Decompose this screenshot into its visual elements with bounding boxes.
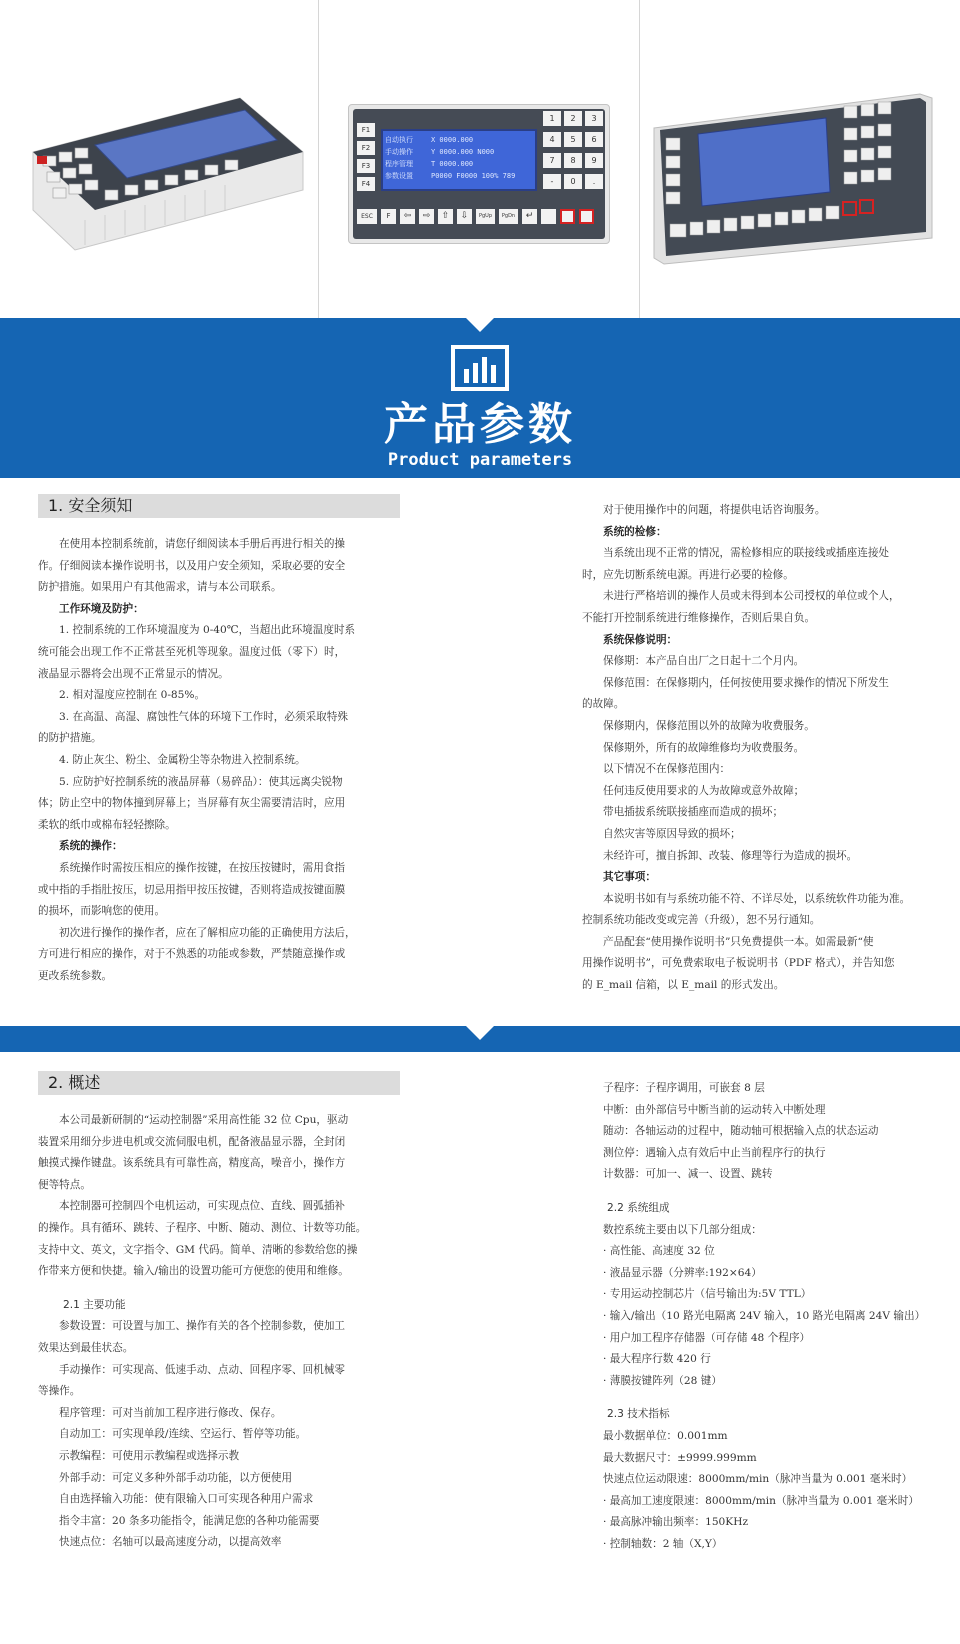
paragraph-line: 便等特点。 xyxy=(38,1178,91,1191)
key-pgdn[interactable]: PgDn xyxy=(499,209,518,224)
paragraph-line: 1. 控制系统的工作环境温度为 0-40℃，当超出此环境温度时系 xyxy=(59,624,356,637)
cancel-icon[interactable] xyxy=(541,209,556,224)
paragraph-line: 未经许可，擅自拆卸、改装、修理等行为造成的损坏。 xyxy=(603,849,858,862)
paragraph-line: 自动加工：可实现单段/连续、空运行、暂停等功能。 xyxy=(59,1428,307,1441)
paragraph-line: 3. 在高温、高湿、腐蚀性气体的环境下工作时，必须采取特殊 xyxy=(59,710,348,723)
key-f2[interactable]: F2 xyxy=(357,141,375,155)
paragraph-line: 触摸式操作键盘。该系统具有可靠性高，精度高，噪音小，操作方 xyxy=(38,1157,346,1170)
controller-photo-right xyxy=(650,88,940,268)
key-f4[interactable]: F4 xyxy=(357,177,375,191)
key-pgup[interactable]: PgUp xyxy=(476,209,495,224)
paragraph-line: 的损坏，而影响您的使用。 xyxy=(38,905,166,918)
key-esc[interactable]: ESC xyxy=(357,209,377,224)
paragraph-line: 本控制器可控制四个电机运动，可实现点位、直线、圆弧插补 xyxy=(59,1200,346,1213)
paragraph-line: 产品配套“使用操作说明书”只免费提供一本。如需最新“使 xyxy=(603,935,874,948)
paragraph-line: 用操作说明书”，可免费索取电子板说明书（PDF 格式），并告知您 xyxy=(582,957,895,970)
lcd-line: Y 0000.000 N000 xyxy=(431,148,495,156)
subheading: 2.3 技术指标 xyxy=(607,1408,670,1421)
key-2[interactable]: 2 xyxy=(564,111,582,126)
subheading: 2.2 系统组成 xyxy=(607,1201,670,1214)
paragraph-line: 保修期内，保修范围以外的故障为收费服务。 xyxy=(603,719,815,732)
paragraph-line: 本说明书如有与系统功能不符、不详尽处，以系统软件功能为准。 xyxy=(603,892,911,905)
paragraph-line: 装置采用细分步进电机或交流伺服电机，配备液晶显示器，全封闭 xyxy=(38,1135,346,1148)
paragraph-line: 最小数据单位：0.001mm xyxy=(603,1429,728,1442)
paragraph-line: 方可进行相应的操作，对于不熟悉的功能或参数，严禁随意操作或 xyxy=(38,948,346,961)
lcd-menu-item: 参数设置 xyxy=(385,172,413,180)
key-8[interactable]: 8 xyxy=(564,153,582,168)
paragraph-line: · 用户加工程序存储器（可存储 48 个程序） xyxy=(603,1331,811,1344)
paragraph-line: 保修范围：在保修期内，任何按使用要求操作的情况下所发生 xyxy=(603,676,890,689)
paragraph-line: 支持中文、英文，文字指令、GM 代码。简单、清晰的参数给您的操 xyxy=(38,1243,358,1256)
section2-left-column xyxy=(38,1110,408,1554)
paragraph-line: · 最大程序行数 420 行 xyxy=(603,1353,711,1366)
paragraph-line: 不能打开控制系统进行维修操作，否则后果自负。 xyxy=(582,611,816,624)
paragraph-line: 计数器：可加一、减一、设置、跳转 xyxy=(603,1168,773,1181)
key-7[interactable]: 7 xyxy=(543,153,561,168)
controller-photo-center xyxy=(348,104,610,244)
paragraph-line: 程序管理：可对当前加工程序进行修改、保存。 xyxy=(59,1406,282,1419)
paragraph-line: 系统操作时需按压相应的操作按键，在按压按键时，需用食指 xyxy=(59,861,346,874)
enter-icon[interactable]: ↵ xyxy=(522,209,537,224)
paragraph-line: 控制系统功能改变或完善（升级），恕不另行通知。 xyxy=(582,914,821,927)
paragraph-line: 初次进行操作的操作者，应在了解相应功能的正确使用方法后， xyxy=(59,926,356,939)
paragraph-line: 的故障。 xyxy=(582,698,625,711)
paragraph-line: 保修期外，所有的故障维修均为收费服务。 xyxy=(603,741,805,754)
paragraph-line: 子程序：子程序调用，可嵌套 8 层 xyxy=(603,1082,765,1094)
paragraph-line: 指令丰富：20 条多功能指令，能满足您的各种功能需要 xyxy=(59,1514,320,1527)
key-6[interactable]: 6 xyxy=(585,132,603,147)
controller-photo-left xyxy=(15,90,305,260)
paragraph-line: 示教编程：可使用示教编程或选择示教 xyxy=(59,1449,240,1462)
paragraph-line: 的防护措施。 xyxy=(38,732,102,745)
lcd-menu-item: 自动执行 xyxy=(385,136,413,144)
pause-icon[interactable] xyxy=(560,209,575,224)
paragraph-line: 保修期：本产品自出厂之日起十二个月内。 xyxy=(603,655,805,668)
digit-keypad xyxy=(543,111,603,189)
paragraph-line: · 薄膜按键阵列（28 键） xyxy=(603,1374,722,1387)
lcd-menu-item: 程序管理 xyxy=(385,160,413,168)
paragraph-line: 的 E_mail 信箱，以 E_mail 的形式发出。 xyxy=(582,979,785,992)
paragraph-line: 等操作。 xyxy=(38,1385,81,1398)
lcd-line: T 0000.000 xyxy=(431,160,474,168)
paragraph-line: 任何违反使用要求的人为故障或意外故障； xyxy=(603,784,805,797)
key-1[interactable]: 1 xyxy=(543,111,561,126)
key-9[interactable]: 9 xyxy=(585,153,603,168)
paragraph-line: 5. 应防护好控制系统的液晶屏幕（易碎品）：使其远离尖锐物 xyxy=(59,775,343,788)
paragraph-line: · 高性能、高速度 32 位 xyxy=(603,1245,715,1258)
banner-title: 产品参数 xyxy=(384,399,576,450)
section1-left-column xyxy=(38,534,408,987)
key-minus[interactable]: - xyxy=(543,174,561,189)
paragraph-line: 带电插拔系统联接插座而造成的损坏； xyxy=(603,806,784,819)
arrow-down-icon[interactable]: ⇩ xyxy=(457,209,472,224)
banner-subtitle: Product parameters xyxy=(387,450,573,470)
paragraph-line xyxy=(582,1186,937,1198)
section-heading: 2. 概述 xyxy=(38,1071,400,1095)
paragraph-line: 未进行严格培训的操作人员或未得到本公司授权的单位或个人， xyxy=(603,590,900,603)
paragraph-line: · 专用运动控制芯片（信号输出为:5V TTL） xyxy=(603,1288,812,1301)
subheading: 其它事项： xyxy=(603,871,656,884)
lcd-line: X 0000.000 xyxy=(431,136,474,144)
paragraph-line: 快速点位运动限速：8000mm/min（脉冲当量为 0.001 毫米时） xyxy=(603,1473,913,1486)
arrow-right-icon[interactable]: ⇨ xyxy=(419,209,434,224)
subheading: 2.1 主要功能 xyxy=(63,1298,126,1311)
paragraph-line: 液晶显示器将会出现不正常显示的情况。 xyxy=(38,667,229,680)
paragraph-line: 作带来方便和快捷。输入/输出的设置功能可方便您的使用和维修。 xyxy=(38,1265,349,1278)
arrow-left-icon[interactable]: ⇦ xyxy=(400,209,415,224)
key-4[interactable]: 4 xyxy=(543,132,561,147)
paragraph-line xyxy=(582,1392,937,1404)
key-dot[interactable]: . xyxy=(585,174,603,189)
paragraph-line: 随动：各轴运动的过程中，随动轴可根据输入点的状态运动 xyxy=(603,1125,879,1138)
paragraph-line: 参数设置：可设置与加工、操作有关的各个控制参数，使加工 xyxy=(59,1320,346,1333)
section1-right-column xyxy=(582,500,927,997)
section-heading: 1. 安全须知 xyxy=(38,494,400,518)
photo-divider xyxy=(318,0,319,318)
paragraph-line: · 最高加工速度限速：8000mm/min（脉冲当量为 0.001 毫米时） xyxy=(603,1494,919,1507)
key-5[interactable]: 5 xyxy=(564,132,582,147)
paragraph-line: 时，应先切断系统电源。再进行必要的检修。 xyxy=(582,568,794,581)
paragraph-line: 数控系统主要由以下几部分组成： xyxy=(603,1223,762,1236)
paragraph-line: · 输入/输出（10 路光电隔离 24V 输入，10 路光电隔离 24V 输出） xyxy=(603,1309,926,1322)
paragraph-line: · 最高脉冲输出频率：150KHz xyxy=(603,1516,749,1529)
paragraph-line: 作。仔细阅读本操作说明书，以及用户安全须知，采取必要的安全 xyxy=(38,559,346,572)
paragraph-line: 自然灾害等原因导致的损坏； xyxy=(603,827,741,840)
paragraph-line: 本公司最新研制的“运动控制器”采用高性能 32 位 Cpu，驱动 xyxy=(59,1114,349,1126)
subheading: 系统保修说明： xyxy=(603,633,678,646)
paragraph-line: 手动操作：可实现高、低速手动、点动、回程序零、回机械零 xyxy=(59,1363,346,1376)
band-notch xyxy=(466,1026,494,1040)
paragraph-line: 当系统出现不正常的情况，需检修相应的联接线或插座连接处 xyxy=(603,547,890,560)
paragraph-line: 效果达到最佳状态。 xyxy=(38,1341,134,1354)
paragraph-line: 自由选择输入功能：使有限输入口可实现各种用户需求 xyxy=(59,1493,314,1506)
section2-right-column xyxy=(582,1078,937,1555)
paragraph-line: 外部手动：可定义多种外部手动功能，以方便使用 xyxy=(59,1471,293,1484)
key-f1[interactable]: F1 xyxy=(357,123,375,137)
stop-icon[interactable] xyxy=(579,209,594,224)
paragraph-line: 2. 相对湿度应控制在 0-85%。 xyxy=(59,689,206,702)
paragraph-line: · 液晶显示器（分辨率:192×64） xyxy=(603,1266,762,1279)
paragraph-line xyxy=(38,1283,408,1295)
paragraph-line: 在使用本控制系统前，请您仔细阅读本手册后再进行相关的操 xyxy=(59,538,346,550)
paragraph-line: 更改系统参数。 xyxy=(38,969,113,982)
bar-chart-icon xyxy=(451,345,509,391)
paragraph-line: 对于使用操作中的问题，将提供电话咨询服务。 xyxy=(603,504,826,516)
arrow-up-icon[interactable]: ⇧ xyxy=(438,209,453,224)
subheading: 系统的检修： xyxy=(603,525,667,538)
paragraph-line: 最大数据尺寸：±9999.999mm xyxy=(603,1451,757,1464)
lcd-screen xyxy=(381,129,537,191)
lcd-menu-item: 手动操作 xyxy=(385,148,413,156)
paragraph-line: 测位停：遇输入点有效后中止当前程序行的执行 xyxy=(603,1146,826,1159)
paragraph-line: 柔软的纸巾或棉布轻轻擦除。 xyxy=(38,818,176,831)
paragraph-line: 体；防止空中的物体撞到屏幕上；当屏幕有灰尘需要清洁时，应用 xyxy=(38,797,346,810)
lcd-line: P0000 F0000 100% 789 xyxy=(431,172,516,180)
paragraph-line: 防护措施。如果用户有其他需求，请与本公司联系。 xyxy=(38,581,282,594)
key-3[interactable]: 3 xyxy=(585,111,603,126)
key-f3[interactable]: F3 xyxy=(357,159,375,173)
subheading: 系统的操作： xyxy=(59,840,123,853)
paragraph-line: 中断：由外部信号中断当前的运动转入中断处理 xyxy=(603,1103,826,1116)
paragraph-line: 4. 防止灰尘、粉尘、金属粉尘等杂物进入控制系统。 xyxy=(59,753,306,766)
key-f[interactable]: F xyxy=(381,209,396,224)
paragraph-line: 或中指的手指肚按压，切忌用指甲按压按键，否则将造成按键面膜 xyxy=(38,883,346,896)
key-0[interactable]: 0 xyxy=(564,174,582,189)
paragraph-line: 统可能会出现工作不正常甚至死机等现象。温度过低（零下）时， xyxy=(38,645,346,658)
paragraph-line: 以下情况不在保修范围内： xyxy=(603,763,731,776)
product-photo-row xyxy=(0,0,960,318)
banner-notch xyxy=(466,318,494,332)
paragraph-line: 的操作。具有循环、跳转、子程序、中断、随动、测位、计数等功能。 xyxy=(38,1221,367,1234)
subheading: 工作环境及防护： xyxy=(59,602,144,615)
paragraph-line: · 控制轴数：2 轴（X,Y） xyxy=(603,1537,723,1550)
paragraph-line: 快速点位：名轴可以最高速度分动，以提高效率 xyxy=(59,1536,282,1549)
photo-divider xyxy=(639,0,640,318)
